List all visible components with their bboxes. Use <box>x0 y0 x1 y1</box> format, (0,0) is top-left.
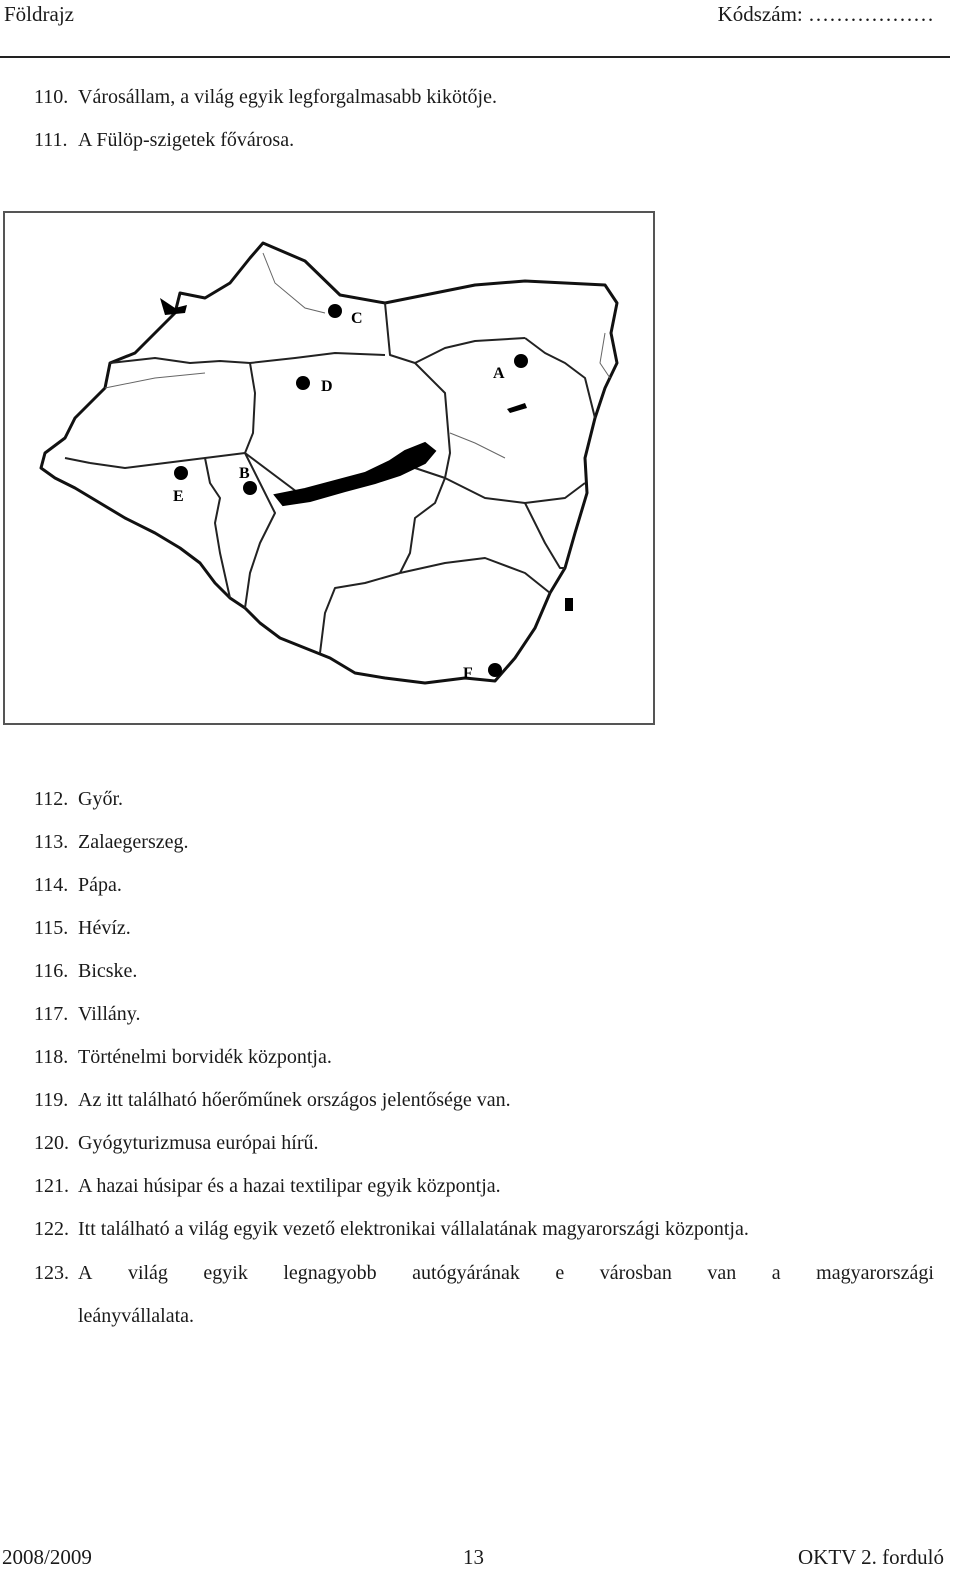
question-text: A hazai húsipar és a hazai textilipar egyik központja. <box>78 1175 501 1197</box>
question-123-line2: leányvállalata. <box>78 1305 195 1327</box>
county-border <box>245 363 255 453</box>
question-text: Zalaegerszeg. <box>78 831 189 853</box>
word: A <box>78 1262 93 1284</box>
city-dot-e <box>174 466 188 480</box>
question-number: 117. <box>34 1003 69 1025</box>
map-label-d: D <box>321 378 333 395</box>
footer-year: 2008/2009 <box>2 1545 92 1569</box>
footer-contest: OKTV 2. forduló <box>797 1545 944 1569</box>
map-label-e: E <box>173 488 184 505</box>
question-number: 119. <box>34 1089 69 1111</box>
city-dot-b <box>243 481 257 495</box>
question-text: Hévíz. <box>78 917 131 939</box>
header-divider <box>0 56 950 58</box>
county-border <box>400 558 550 593</box>
city-dot-c <box>328 304 342 318</box>
question-number: 121. <box>34 1175 69 1197</box>
question-123-line1 <box>78 1262 934 1285</box>
city-dot-f <box>488 663 502 677</box>
question-text: Pápa. <box>78 874 122 896</box>
river <box>263 253 325 313</box>
river <box>105 373 205 388</box>
footer-page-number: 13 <box>463 1545 484 1569</box>
question-text: Villány. <box>78 1003 141 1025</box>
map-figure <box>3 211 655 725</box>
lake-balaton <box>275 443 435 505</box>
county-border <box>525 503 565 568</box>
map-label-a: A <box>493 365 505 382</box>
lake-velence <box>507 403 527 413</box>
county-border <box>445 478 585 503</box>
question-number: 118. <box>34 1046 69 1068</box>
county-border <box>320 573 400 653</box>
city-dot-a <box>514 354 528 368</box>
question-number: 115. <box>34 917 69 939</box>
question-text: A Fülöp-szigetek fővárosa. <box>78 129 295 151</box>
word: városban <box>599 1262 672 1284</box>
question-text: Győr. <box>78 788 123 810</box>
hungary-county-map <box>5 213 655 725</box>
code-label: Kódszám: ……………… <box>717 2 934 26</box>
map-label-c: C <box>351 310 363 327</box>
question-number: 111. <box>34 129 68 151</box>
map-label-b: B <box>239 465 250 482</box>
city-dot-d <box>296 376 310 390</box>
question-number: 114. <box>34 874 69 896</box>
question-text: Bicske. <box>78 960 138 982</box>
word: van <box>707 1262 737 1284</box>
map-label-f: F <box>463 665 473 682</box>
question-text: Városállam, a világ egyik legforgalmasabb kikötője. <box>78 86 497 108</box>
question-text: Itt található a világ egyik vezető elektronikai vállalatának magyarországi központja. <box>78 1218 749 1240</box>
word: egyik <box>203 1262 248 1284</box>
question-number: 112. <box>34 788 69 810</box>
county-border <box>525 338 595 418</box>
river <box>450 433 505 458</box>
question-text: Gyógyturizmusa európai hírű. <box>78 1132 319 1154</box>
question-number: 122. <box>34 1218 69 1240</box>
question-number: 110. <box>34 86 69 108</box>
county-border <box>385 303 415 363</box>
county-border <box>65 458 90 463</box>
question-text: Történelmi borvidék központja. <box>78 1046 332 1068</box>
question-text: Az itt található hőerőműnek országos jelentősége van. <box>78 1089 511 1111</box>
word: világ <box>127 1262 168 1284</box>
county-border <box>250 353 385 363</box>
word: a <box>771 1262 781 1284</box>
question-number: 120. <box>34 1132 69 1154</box>
question-number: 123. <box>34 1262 69 1284</box>
word: autógyárának <box>412 1262 520 1284</box>
question-number: 113. <box>34 831 69 853</box>
county-border <box>400 478 445 573</box>
border-feature <box>565 598 573 611</box>
word: magyarországi <box>816 1262 934 1284</box>
county-border <box>415 338 525 363</box>
county-border <box>110 358 250 363</box>
word: e <box>555 1262 565 1284</box>
subject-title: Földrajz <box>4 2 74 26</box>
lake-ferto <box>160 298 187 315</box>
question-number: 116. <box>34 960 69 982</box>
word: legnagyobb <box>283 1262 377 1284</box>
river <box>600 333 610 378</box>
county-border <box>90 453 245 468</box>
